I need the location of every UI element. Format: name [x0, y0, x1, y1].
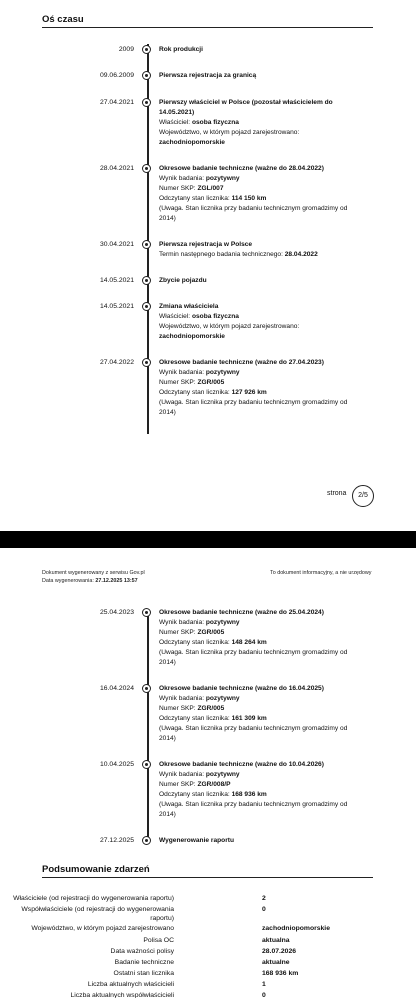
summary-value: aktualna: [262, 937, 290, 944]
event-date: 14.05.2021: [99, 277, 134, 284]
timeline-dot-icon: [142, 608, 151, 617]
event-detail-line: [159, 194, 359, 204]
event-detail-line: [159, 770, 359, 780]
detail-label: (Uwaga. Stan licznika przy badaniu technicznym gromadzimy od 2014): [159, 649, 348, 666]
section-divider: [42, 27, 373, 28]
event-date: 25.04.2023: [99, 609, 134, 616]
event-details: [159, 240, 359, 260]
detail-value: pozytywny: [205, 771, 240, 778]
event-title: Okresowe badanie techniczne (ważne do 28.04.2022): [159, 165, 324, 172]
doc-source-text: Dokument wygenerowany z serwisu Gov.pl: [42, 570, 145, 576]
summary-label-line: Województwo, w którym pojazd zarejestrowano: [31, 925, 174, 932]
event-details: [159, 45, 359, 55]
event-title: Pierwsza rejestracja w Polsce: [159, 241, 253, 248]
detail-label: Właściciel:: [159, 313, 192, 320]
summary-label-line: Ostatni stan licznika: [113, 970, 174, 977]
summary-value: 168 936 km: [262, 970, 299, 977]
detail-label: Odczytany stan licznika:: [159, 791, 232, 798]
event-detail-line: [159, 790, 359, 800]
timeline-dot-icon: [142, 358, 151, 367]
detail-value: ZGR/005: [197, 705, 225, 712]
detail-value: ZGR/008/P: [197, 781, 231, 788]
timeline-dot-icon: [142, 164, 151, 173]
doc-header-right: To dokument informacyjny, a nie urzędowy: [270, 570, 372, 576]
event-title: Pierwszy właściciel w Polsce (pozostał właścicielem do 14.05.2021): [159, 99, 333, 116]
page-number-badge: 2/5: [352, 485, 374, 507]
detail-label: Numer SKP:: [159, 781, 198, 788]
detail-value: ZGR/005: [197, 379, 225, 386]
event-details: [159, 164, 359, 224]
event-detail-line: [159, 184, 359, 194]
event-detail-line: [159, 322, 359, 332]
timeline-dot-icon: [142, 684, 151, 693]
event-details: [159, 276, 359, 286]
summary-label: [0, 969, 174, 978]
summary-label-line: raportu): [150, 915, 174, 922]
event-detail-line: [159, 724, 359, 744]
summary-value: zachodniopomorskie: [262, 925, 330, 932]
detail-value: pozytywny: [205, 695, 240, 702]
summary-label-line: Właściciele (od rejestracji do wygenerowania raportu): [13, 895, 174, 902]
summary-label: [0, 905, 174, 923]
event-details: [159, 358, 359, 418]
detail-label: Wynik badania:: [159, 695, 206, 702]
event-date: 27.04.2021: [99, 99, 134, 106]
event-title: Rok produkcji: [159, 46, 203, 53]
detail-label: Odczytany stan licznika:: [159, 195, 232, 202]
event-detail-line: [159, 618, 359, 628]
detail-value: zachodniopomorskie: [159, 333, 225, 340]
timeline-dot-icon: [142, 760, 151, 769]
detail-label: Numer SKP:: [159, 185, 198, 192]
detail-value: osoba fizyczna: [191, 119, 239, 126]
event-title: Okresowe badanie techniczne (ważne do 25.04.2024): [159, 609, 324, 616]
summary-value: 0: [262, 906, 266, 913]
detail-value: pozytywny: [205, 369, 240, 376]
timeline-dot-icon: [142, 240, 151, 249]
timeline-dot-icon: [142, 71, 151, 80]
event-detail-line: [159, 250, 359, 260]
detail-label: Termin następnego badania technicznego:: [159, 251, 285, 258]
event-title: Pierwsza rejestracja za granicą: [159, 72, 257, 79]
summary-label-line: Badanie techniczne: [114, 959, 174, 966]
detail-label: Wynik badania:: [159, 619, 206, 626]
summary-label-line: Liczba aktualnych właścicieli: [87, 981, 174, 988]
timeline-dot-icon: [142, 836, 151, 845]
detail-label: Województwo, w którym pojazd zarejestrowano:: [159, 129, 300, 136]
event-detail-line: [159, 398, 359, 418]
detail-label: Województwo, w którym pojazd zarejestrowano:: [159, 323, 300, 330]
event-detail-line: [159, 368, 359, 378]
timeline-line: [147, 610, 149, 842]
event-detail-line: [159, 800, 359, 820]
event-date: 09.06.2009: [99, 72, 134, 79]
event-details: [159, 98, 359, 148]
section-title-summary: Podsumowanie zdarzeń: [42, 864, 150, 875]
event-date: 30.04.2021: [99, 241, 134, 248]
summary-label: [0, 980, 174, 989]
detail-label: (Uwaga. Stan licznika przy badaniu technicznym gromadzimy od 2014): [159, 205, 348, 222]
detail-label: Odczytany stan licznika:: [159, 389, 232, 396]
detail-label: Wynik badania:: [159, 771, 206, 778]
detail-value: ZGL/007: [197, 185, 224, 192]
detail-label: Odczytany stan licznika:: [159, 639, 232, 646]
event-detail-line: [159, 118, 359, 128]
detail-label: Wynik badania:: [159, 369, 206, 376]
detail-value: 168 936 km: [231, 791, 267, 798]
summary-label: [0, 947, 174, 956]
event-title: Zmiana właściciela: [159, 303, 219, 310]
summary-value: 1: [262, 981, 266, 988]
event-detail-line: [159, 714, 359, 724]
event-detail-line: [159, 174, 359, 184]
event-title: Okresowe badanie techniczne (ważne do 16.04.2025): [159, 685, 324, 692]
detail-label: (Uwaga. Stan licznika przy badaniu technicznym gromadzimy od 2014): [159, 725, 348, 742]
summary-value: 28.07.2026: [262, 948, 297, 955]
event-detail-line: [159, 204, 359, 224]
event-detail-line: [159, 780, 359, 790]
summary-value: 2: [262, 895, 266, 902]
event-detail-line: [159, 628, 359, 638]
section-title-timeline: Oś czasu: [42, 14, 84, 25]
event-date: 10.04.2025: [99, 761, 134, 768]
event-details: [159, 760, 359, 820]
event-date: 2009: [118, 46, 134, 53]
detail-label: Numer SKP:: [159, 705, 198, 712]
event-detail-line: [159, 638, 359, 648]
detail-label: Wynik badania:: [159, 175, 206, 182]
detail-value: pozytywny: [205, 619, 240, 626]
detail-value: 148 264 km: [231, 639, 267, 646]
event-detail-line: [159, 694, 359, 704]
timeline-dot-icon: [142, 276, 151, 285]
detail-value: 161 309 km: [231, 715, 267, 722]
summary-label: [0, 958, 174, 967]
doc-generated-date: Data wygenerowania: 27.12.2025 13:57: [42, 578, 138, 584]
section-divider: [42, 877, 373, 878]
event-details: [159, 608, 359, 668]
event-details: [159, 71, 359, 81]
summary-label-line: Liczba aktualnych współwłaścicieli: [70, 992, 174, 998]
detail-value: 127 926 km: [231, 389, 267, 396]
event-detail-line: [159, 332, 359, 342]
detail-label: Numer SKP:: [159, 379, 198, 386]
detail-value: ZGR/005: [197, 629, 225, 636]
detail-label: (Uwaga. Stan licznika przy badaniu technicznym gromadzimy od 2014): [159, 801, 348, 818]
event-detail-line: [159, 128, 359, 138]
event-detail-line: [159, 378, 359, 388]
event-detail-line: [159, 138, 359, 148]
timeline-dot-icon: [142, 98, 151, 107]
summary-label: [0, 936, 174, 945]
event-title: Zbycie pojazdu: [159, 277, 207, 284]
summary-value: aktualne: [262, 959, 290, 966]
event-date: 27.04.2022: [99, 359, 134, 366]
event-title: Okresowe badanie techniczne (ważne do 10.04.2026): [159, 761, 324, 768]
event-date: 28.04.2021: [99, 165, 134, 172]
timeline-dot-icon: [142, 302, 151, 311]
summary-label-line: Współwłaściciele (od rejestracji do wygenerowania: [21, 906, 174, 913]
event-details: [159, 302, 359, 342]
summary-label-line: Data ważności polisy: [110, 948, 174, 955]
summary-label: [0, 924, 174, 933]
detail-value: 28.04.2022: [284, 251, 318, 258]
summary-value: 0: [262, 992, 266, 998]
event-details: [159, 836, 359, 846]
event-title: Okresowe badanie techniczne (ważne do 27.04.2023): [159, 359, 324, 366]
event-date: 16.04.2024: [99, 685, 134, 692]
event-title: Wygenerowanie raportu: [159, 837, 234, 844]
event-detail-line: [159, 388, 359, 398]
report-page-2: [0, 548, 416, 998]
doc-header-left: [42, 569, 145, 585]
timeline-dot-icon: [142, 45, 151, 54]
event-details: [159, 684, 359, 744]
detail-value: 114 150 km: [231, 195, 267, 202]
event-detail-line: [159, 648, 359, 668]
detail-label: (Uwaga. Stan licznika przy badaniu technicznym gromadzimy od 2014): [159, 399, 348, 416]
event-date: 27.12.2025: [99, 837, 134, 844]
detail-value: zachodniopomorskie: [159, 139, 225, 146]
detail-value: osoba fizyczna: [191, 313, 239, 320]
summary-label: [0, 894, 174, 903]
detail-label: Właściciel:: [159, 119, 192, 126]
summary-label: [0, 991, 174, 998]
event-detail-line: [159, 312, 359, 322]
event-detail-line: [159, 704, 359, 714]
detail-label: Numer SKP:: [159, 629, 198, 636]
pager-label: strona: [327, 490, 347, 497]
event-date: 14.05.2021: [99, 303, 134, 310]
detail-label: Odczytany stan licznika:: [159, 715, 232, 722]
detail-value: pozytywny: [205, 175, 240, 182]
summary-label-line: Polisa OC: [143, 937, 174, 944]
